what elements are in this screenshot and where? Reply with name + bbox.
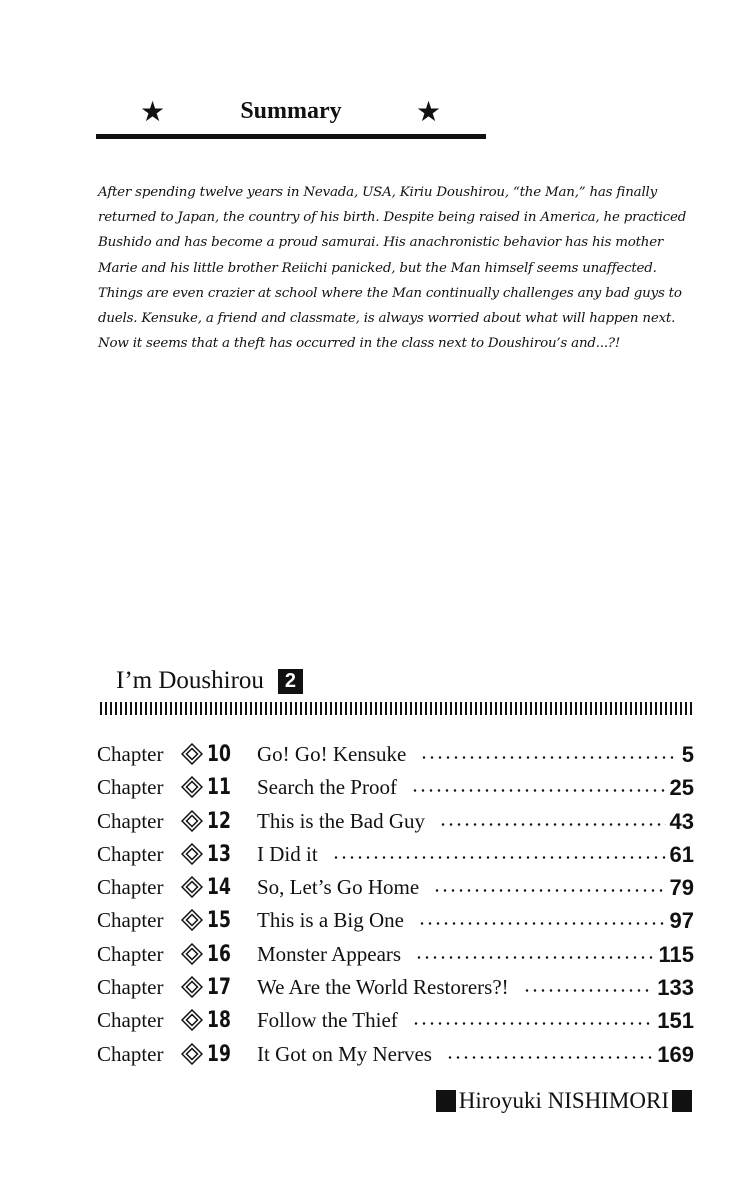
dot-leader xyxy=(412,1022,653,1025)
chapter-label: Chapter xyxy=(97,875,164,900)
toc-row xyxy=(97,1004,694,1037)
chapter-number: 15 xyxy=(207,908,231,934)
chapter-page-number: 169 xyxy=(657,1041,694,1067)
chapter-number: 12 xyxy=(207,808,231,834)
chapter-number: 13 xyxy=(207,841,231,867)
chapter-page-number: 61 xyxy=(669,841,694,867)
chapter-page-number: 25 xyxy=(669,775,694,801)
author-credit xyxy=(436,1086,692,1116)
toc-row xyxy=(97,871,694,904)
double-diamond-icon xyxy=(181,743,203,765)
chapter-label: Chapter xyxy=(97,808,164,833)
volume-badge: 2 xyxy=(278,669,303,694)
chapter-title: I Did it xyxy=(257,841,318,866)
double-diamond-icon xyxy=(181,909,203,931)
toc-row xyxy=(97,971,694,1004)
barcode-rule xyxy=(100,702,692,715)
toc-row xyxy=(97,938,694,971)
chapter-label: Chapter xyxy=(97,908,164,933)
summary-text: After spending twelve years in Nevada, USA, Kiriu Doushirou, “the Man,” has finally returned to Japan, the country of his birth. Despite being raised in America, he practiced Bushido and has become a proud samurai. His anachronistic behavior has his mother Marie and his little brother Reiichi panicked, but the Man himself seems unaffected. Things are even crazier at school where the Man continually challenges any bad guys to duels. Kensuke, a friend and classmate, is always worried about what will happen next. Now it seems that a theft has occurred in the class next to Doushirou’s and...?! xyxy=(98,185,687,352)
dot-leader xyxy=(332,856,666,859)
chapter-number: 10 xyxy=(207,742,231,767)
chapter-label: Chapter xyxy=(97,1041,164,1066)
chapter-page-number: 79 xyxy=(669,875,694,901)
double-diamond-icon xyxy=(181,776,203,798)
toc-row xyxy=(97,771,694,804)
chapter-number: 18 xyxy=(207,1008,231,1034)
chapter-label: Chapter xyxy=(97,775,164,800)
chapter-number: 16 xyxy=(207,941,231,967)
double-diamond-icon xyxy=(181,1043,203,1065)
chapter-title: This is a Big One xyxy=(257,908,404,933)
chapter-page-number: 43 xyxy=(669,808,694,834)
chapter-number: 17 xyxy=(207,975,231,1001)
chapter-title: This is the Bad Guy xyxy=(257,808,425,833)
double-diamond-icon xyxy=(181,943,203,965)
double-diamond-icon xyxy=(181,976,203,998)
black-square-icon xyxy=(672,1090,692,1112)
dot-leader xyxy=(523,989,653,992)
book-title: I’m Doushirou xyxy=(116,667,264,694)
chapter-title: It Got on My Nerves xyxy=(257,1041,432,1066)
toc-row xyxy=(97,1038,694,1071)
table-of-contents xyxy=(97,738,694,1071)
chapter-page-number: 5 xyxy=(681,742,694,767)
dot-leader xyxy=(446,1056,653,1059)
dot-leader xyxy=(415,956,654,959)
double-diamond-icon xyxy=(181,843,203,865)
star-icon: ★ xyxy=(140,95,166,128)
dot-leader xyxy=(433,889,666,892)
summary-rule xyxy=(96,134,486,139)
chapter-title: We Are the World Restorers?! xyxy=(257,975,509,1000)
black-square-icon xyxy=(436,1090,456,1112)
dot-leader xyxy=(420,756,678,759)
book-title-row xyxy=(116,664,303,698)
author-name: Hiroyuki NISHIMORI xyxy=(458,1088,669,1113)
chapter-title: Monster Appears xyxy=(257,941,402,966)
toc-row xyxy=(97,738,694,771)
chapter-page-number: 97 xyxy=(669,908,694,934)
chapter-label: Chapter xyxy=(97,742,164,766)
dot-leader xyxy=(439,823,666,826)
chapter-page-number: 151 xyxy=(657,1008,694,1034)
summary-header xyxy=(96,96,486,144)
chapter-number: 19 xyxy=(207,1041,231,1067)
toc-row xyxy=(97,838,694,871)
chapter-number: 11 xyxy=(207,775,231,801)
chapter-page-number: 133 xyxy=(657,975,694,1001)
chapter-number: 14 xyxy=(207,875,231,901)
double-diamond-icon xyxy=(181,876,203,898)
chapter-page-number: 115 xyxy=(658,941,694,967)
chapter-title: Search the Proof xyxy=(257,775,397,800)
chapter-label: Chapter xyxy=(97,841,164,866)
toc-row xyxy=(97,904,694,937)
double-diamond-icon xyxy=(181,1009,203,1031)
dot-leader xyxy=(411,789,666,792)
dot-leader xyxy=(418,922,666,925)
chapter-label: Chapter xyxy=(97,1008,164,1033)
chapter-label: Chapter xyxy=(97,975,164,1000)
star-icon: ★ xyxy=(416,95,442,128)
chapter-title: Follow the Thief xyxy=(257,1008,398,1033)
chapter-label: Chapter xyxy=(97,941,164,966)
toc-row xyxy=(97,805,694,838)
chapter-title: So, Let’s Go Home xyxy=(257,875,420,900)
summary-title: Summary xyxy=(240,98,342,124)
double-diamond-icon xyxy=(181,810,203,832)
chapter-title: Go! Go! Kensuke xyxy=(257,742,407,766)
